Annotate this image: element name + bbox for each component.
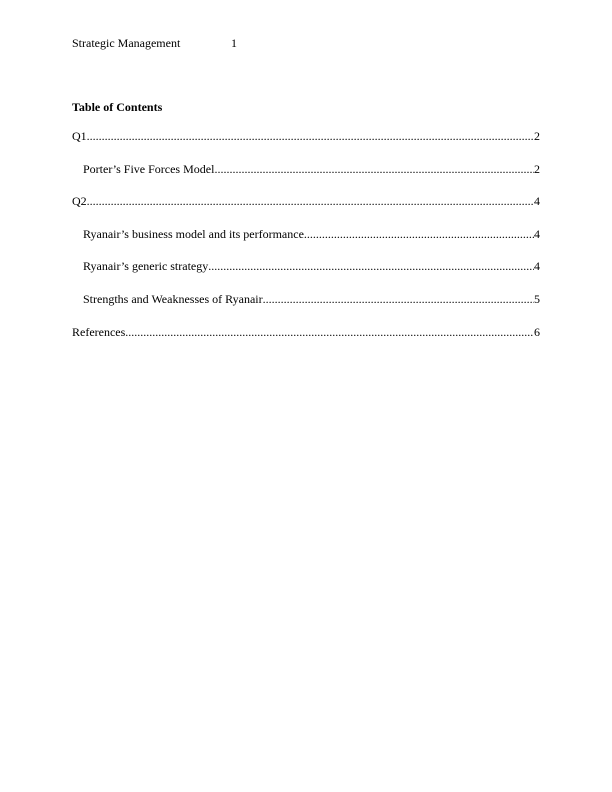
dot-leader: [263, 292, 534, 306]
dot-leader: [87, 129, 534, 143]
toc-entry-label: Q2: [72, 194, 87, 209]
toc-entry-porters-five-forces[interactable]: [72, 162, 540, 195]
toc-entry-label: Porter’s Five Forces Model: [83, 161, 215, 176]
toc-entry-label: References: [72, 324, 126, 339]
toc-entry-page: 6: [534, 324, 540, 339]
running-title: Strategic Management: [72, 36, 181, 50]
page-header: [72, 36, 237, 50]
toc-entry-business-model[interactable]: [72, 227, 540, 260]
toc-entry-label: Ryanair’s generic strategy: [83, 259, 209, 274]
toc-entry-label: Ryanair’s business model and its performance: [83, 226, 304, 241]
dot-leader: [208, 259, 534, 273]
dot-leader: [304, 227, 534, 241]
dot-leader: [125, 325, 534, 339]
toc-entry-references[interactable]: [72, 325, 540, 358]
dot-leader: [214, 162, 534, 176]
page-number: 1: [231, 36, 237, 50]
table-of-contents: [72, 129, 540, 357]
toc-entry-page: 4: [534, 194, 540, 209]
toc-entry-q2[interactable]: [72, 194, 540, 227]
toc-entry-q1[interactable]: [72, 129, 540, 162]
toc-entry-page: 5: [534, 291, 540, 306]
toc-entry-page: 4: [534, 259, 540, 274]
dot-leader: [87, 194, 534, 208]
toc-entry-generic-strategy[interactable]: [72, 259, 540, 292]
toc-entry-label: Q1: [72, 129, 87, 143]
toc-title: Table of Contents: [72, 100, 163, 114]
toc-entry-strengths-weaknesses[interactable]: [72, 292, 540, 325]
toc-entry-label: Strengths and Weaknesses of Ryanair: [83, 291, 263, 306]
toc-entry-page: 2: [534, 129, 540, 143]
toc-entry-page: 2: [534, 161, 540, 176]
toc-entry-page: 4: [534, 226, 540, 241]
